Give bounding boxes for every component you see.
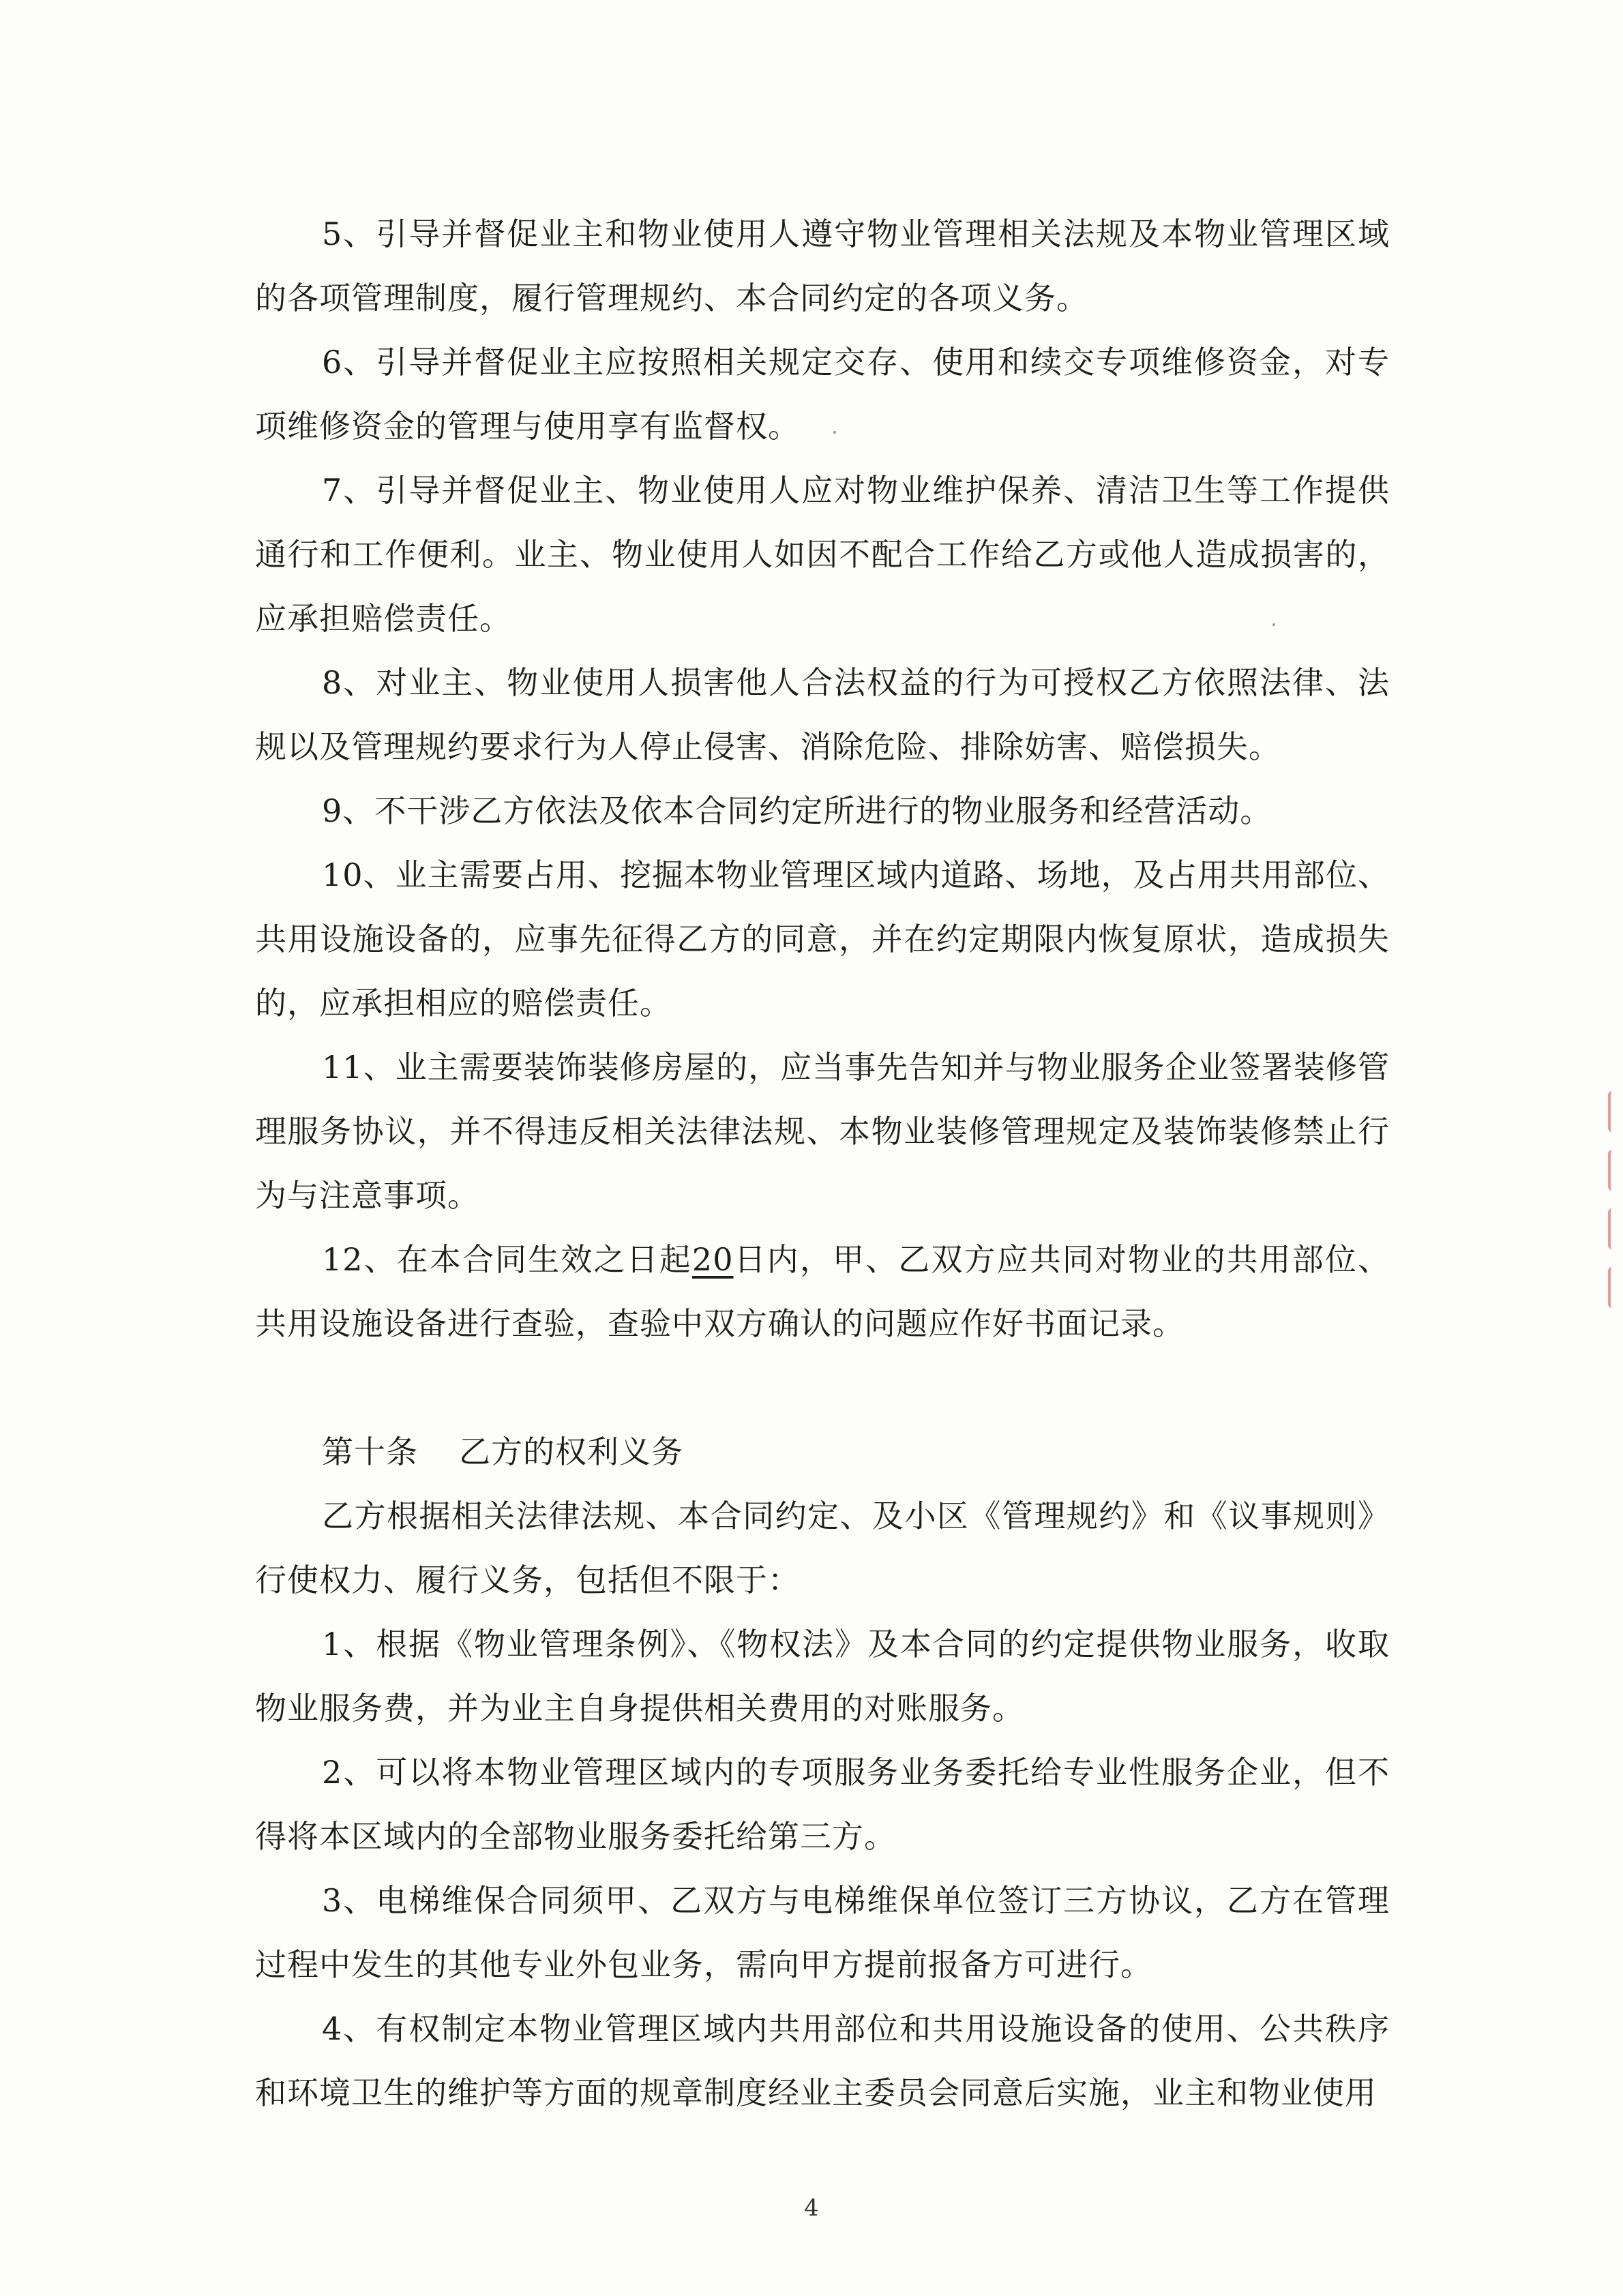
clause-11: 11、业主需要装饰装修房屋的，应当事先告知并与物业服务企业签署装修管理服务协议，并不得违反相关法律法规、本物业装修管理规定及装饰装修禁止行为与注意事项。	[255, 1049, 1390, 1214]
article-number: 第十条	[322, 1433, 418, 1470]
clause-9: 9、不干涉乙方依法及依本合同约定所进行的物业服务和经营活动。	[322, 792, 1272, 829]
section-gap	[255, 1356, 1390, 1420]
scan-speck	[1272, 623, 1275, 626]
clause-10: 10、业主需要占用、挖掘本物业管理区域内道路、场地，及占用共用部位、共用设施设备的，应事先征得乙方的同意，并在约定期限内恢复原状，造成损失的，应承担相应的赔偿责任。	[255, 856, 1390, 1022]
article-heading	[255, 1420, 1390, 1484]
page-number: 4	[804, 2194, 819, 2222]
article-item-2: 2、可以将本物业管理区域内的专项服务业务委托给专业性服务企业，但不得将本区域内的全部物业服务委托给第三方。	[255, 1754, 1390, 1855]
article-item-4: 4、有权制定本物业管理区域内共用部位和共用设施设备的使用、公共秩序和环境卫生的维护等方面的规章制度经业主委员会同意后实施，业主和物业使用	[255, 2010, 1390, 2111]
clause-5: 5、引导并督促业主和物业使用人遵守物业管理相关法规及本物业管理区域的各项管理制度，履行管理规约、本合同约定的各项义务。	[255, 215, 1390, 316]
article-intro: 乙方根据相关法律法规、本合同约定、及小区《管理规约》和《议事规则》行使权力、履行义务，包括但不限于：	[255, 1497, 1390, 1598]
clause-7: 7、引导并督促业主、物业使用人应对物业维护保养、清洁卫生等工作提供通行和工作便利。业主、物业使用人如因不配合工作给乙方或他人造成损害的，应承担赔偿责任。	[255, 472, 1390, 637]
clause-8: 8、对业主、物业使用人损害他人合法权益的行为可授权乙方依照法律、法规以及管理规约要求行为人停止侵害、消除危险、排除妨害、赔偿损失。	[255, 664, 1390, 765]
clause-12-suffix: 日内，甲、乙双方应共同对物业的共用部位、共用设施设备进行查验，查验中双方确认的问题应作好书面记录。	[255, 1241, 1390, 1342]
clause-6: 6、引导并督促业主应按照相关规定交存、使用和续交专项维修资金，对专项维修资金的管理与使用享有监督权。	[255, 344, 1390, 445]
red-seal-edge	[1608, 1091, 1623, 1364]
article-title: 乙方的权利义务	[459, 1433, 683, 1470]
clause-12-days: 20	[691, 1241, 734, 1278]
article-item-1: 1、根据《物业管理条例》、《物权法》及本合同的约定提供物业服务，收取物业服务费，并为业主自身提供相关费用的对账服务。	[255, 1626, 1390, 1727]
scan-speck	[833, 431, 836, 434]
clause-12-prefix: 12、在本合同生效之日起	[322, 1241, 692, 1278]
article-item-3: 3、电梯维保合同须甲、乙双方与电梯维保单位签订三方协议，乙方在管理过程中发生的其他专业外包业务，需向甲方提前报备方可进行。	[255, 1882, 1390, 1983]
clause-12	[255, 1227, 1390, 1356]
document-body	[255, 202, 1390, 2125]
